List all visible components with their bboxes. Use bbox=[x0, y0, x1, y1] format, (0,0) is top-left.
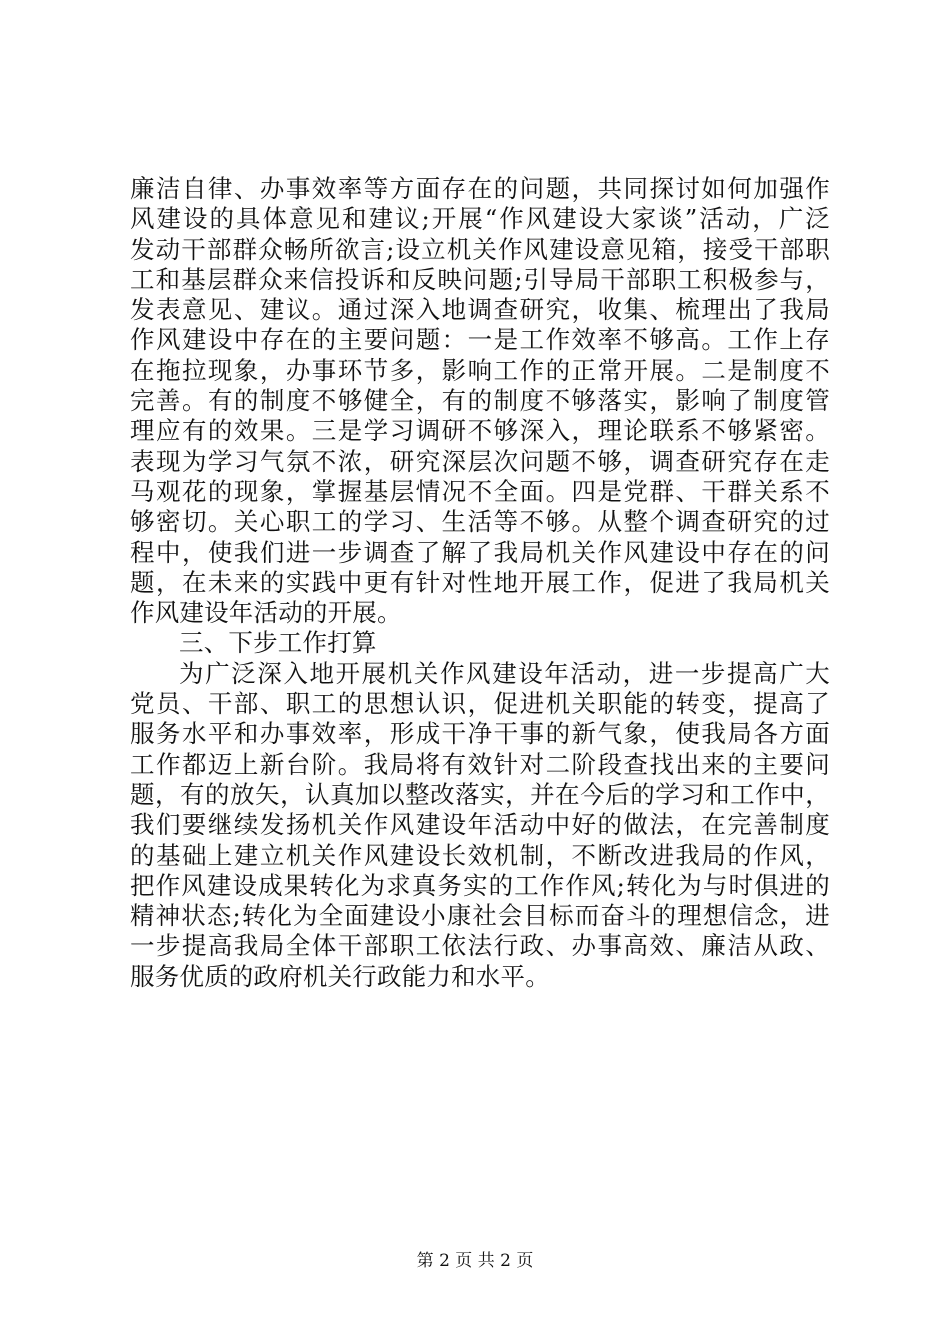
paragraph-line: 马观花的现象，掌握基层情况不全面。四是党群、干群关系不 bbox=[130, 476, 830, 506]
paragraph-line: 题，在未来的实践中更有针对性地开展工作，促进了我局机关 bbox=[130, 567, 830, 597]
paragraph-line: 工和基层群众来信投诉和反映问题;引导局干部职工积极参与， bbox=[130, 264, 830, 294]
paragraph-line: 发表意见、建议。通过深入地调查研究，收集、梳理出了我局 bbox=[130, 295, 830, 325]
paragraph-line: 我们要继续发扬机关作风建设年活动中好的做法，在完善制度 bbox=[130, 810, 830, 840]
paragraph-line: 作风建设年活动的开展。 bbox=[130, 598, 402, 628]
paragraph-line: 作风建设中存在的主要问题：一是工作效率不够高。工作上存 bbox=[130, 325, 830, 355]
paragraph-line: 精神状态;转化为全面建设小康社会目标而奋斗的理想信念，进 bbox=[130, 901, 830, 931]
paragraph-line: 理应有的效果。三是学习调研不够深入，理论联系不够紧密。 bbox=[130, 416, 830, 446]
paragraph-line: 发动干部群众畅所欲言;设立机关作风建设意见箱，接受干部职 bbox=[130, 234, 830, 264]
paragraph-line: 的基础上建立机关作风建设长效机制，不断改进我局的作风， bbox=[130, 840, 830, 870]
section-heading: 三、下步工作打算 bbox=[179, 628, 377, 658]
paragraph-line: 把作风建设成果转化为求真务实的工作作风;转化为与时俱进的 bbox=[130, 870, 830, 900]
paragraph-line: 题，有的放矢，认真加以整改落实，并在今后的学习和工作中， bbox=[130, 779, 830, 809]
paragraph-line: 工作都迈上新台阶。我局将有效针对二阶段查找出来的主要问 bbox=[130, 749, 830, 779]
paragraph-line: 服务水平和办事效率，形成干净干事的新气象，使我局各方面 bbox=[130, 719, 830, 749]
paragraph-line: 程中，使我们进一步调查了解了我局机关作风建设中存在的问 bbox=[130, 537, 830, 567]
paragraph-line: 表现为学习气氛不浓，研究深层次问题不够，调查研究存在走 bbox=[130, 446, 830, 476]
paragraph-line: 党员、干部、职工的思想认识，促进机关职能的转变，提高了 bbox=[130, 689, 830, 719]
page-number-footer: 第 2 页 共 2 页 bbox=[416, 1251, 534, 1271]
paragraph-line: 廉洁自律、办事效率等方面存在的问题，共同探讨如何加强作 bbox=[130, 174, 830, 203]
paragraph-line: 在拖拉现象，办事环节多，影响工作的正常开展。二是制度不 bbox=[130, 355, 830, 385]
paragraph-line: 风建设的具体意见和建议;开展“作风建设大家谈”活动，广泛 bbox=[130, 204, 830, 234]
paragraph-line: 服务优质的政府机关行政能力和水平。 bbox=[130, 961, 550, 991]
document-body bbox=[130, 174, 830, 992]
paragraph-line: 够密切。关心职工的学习、生活等不够。从整个调查研究的过 bbox=[130, 507, 830, 537]
paragraph-line: 完善。有的制度不够健全，有的制度不够落实，影响了制度管 bbox=[130, 386, 830, 416]
paragraph-line: 为广泛深入地开展机关作风建设年活动，进一步提高广大 bbox=[179, 658, 830, 688]
paragraph-line: 一步提高我局全体干部职工依法行政、办事高效、廉洁从政、 bbox=[130, 931, 830, 961]
